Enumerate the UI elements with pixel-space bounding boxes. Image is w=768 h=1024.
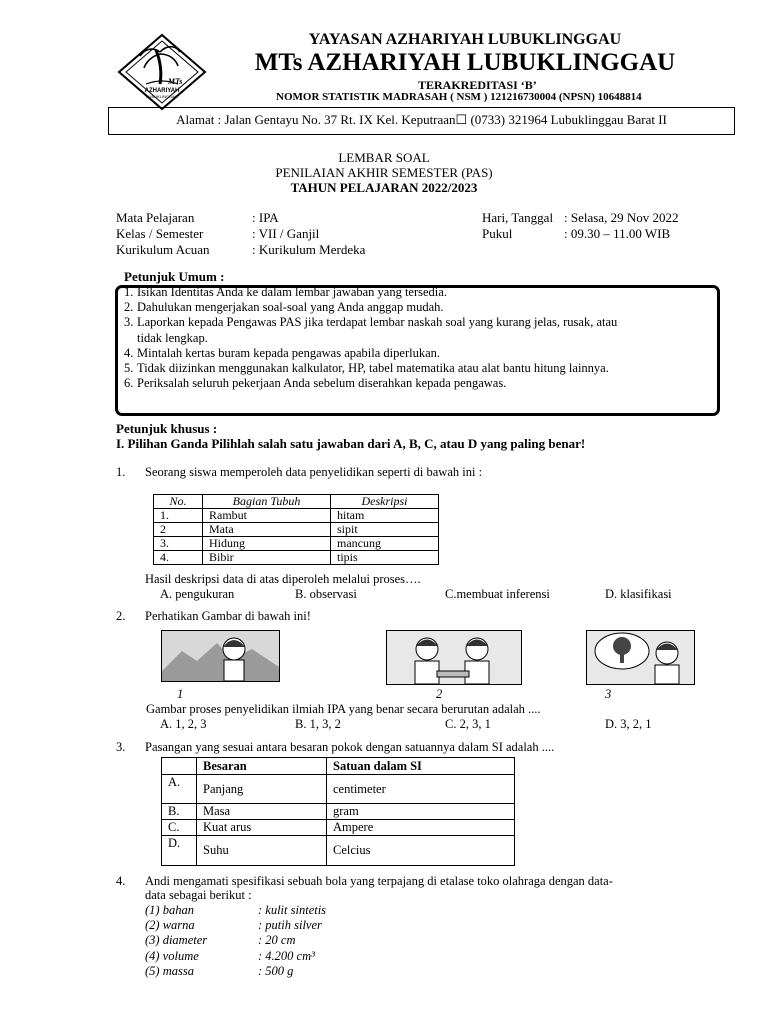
q3-table bbox=[161, 757, 515, 866]
school-name: MTs AZHARIYAH LUBUKLINGGAU bbox=[254, 49, 676, 76]
table-row: 1. Rambut hitam bbox=[154, 509, 439, 523]
table-row: D. Suhu Celcius bbox=[162, 836, 515, 866]
general-item: 5. Tidak diizinkan menggunakan kalkulator, HP, tabel matematika atau alat bantu hitung lainnya. bbox=[124, 361, 609, 376]
q2-picture-2 bbox=[386, 630, 522, 685]
q2-caption-3: 3 bbox=[605, 687, 612, 701]
general-item: 6. Periksalah seluruh pekerjaan Anda sebelum diserahkan kepada pengawas. bbox=[124, 376, 507, 391]
q3-number: 3. bbox=[116, 740, 126, 754]
accreditation: TERAKREDITASI ‘B’ bbox=[418, 78, 537, 92]
q1-option-d: D. klasifikasi bbox=[605, 587, 672, 601]
q3-text: Pasangan yang sesuai antara besaran pokok dengan satuannya dalam SI adalah .... bbox=[145, 740, 555, 754]
q2-picture-3 bbox=[586, 630, 695, 685]
list-item: (4) volume : 4.200 cm³ bbox=[145, 948, 315, 963]
logo-text-mts: MTs bbox=[168, 77, 183, 86]
date-value: : Selasa, 29 Nov 2022 bbox=[564, 210, 679, 225]
q2-caption-1: 1 bbox=[177, 687, 184, 701]
q1-option-a: A. pengukuran bbox=[160, 587, 235, 601]
general-list bbox=[124, 285, 719, 391]
general-item: 1. Isikan Identitas Anda ke dalam lembar jawaban yang tersedia. bbox=[124, 285, 447, 299]
q2-option-a: A. 1, 2, 3 bbox=[160, 717, 207, 731]
list-item: (1) bahan : kulit sintetis bbox=[145, 903, 327, 917]
q1-option-c: C.membuat inferensi bbox=[445, 587, 550, 601]
table-row: 4. Bibir tipis bbox=[154, 551, 439, 565]
q4-text-1: Andi mengamati spesifikasi sebuah bola yang terpajang di etalase toko olahraga dengan data- bbox=[145, 874, 613, 888]
table-header-row: No. Bagian Tubuh Deskripsi bbox=[154, 495, 439, 509]
q2-after: Gambar proses penyelidikan ilmiah IPA yang benar secara berurutan adalah .... bbox=[146, 702, 541, 716]
q1-option-b: B. observasi bbox=[295, 587, 357, 601]
info-left bbox=[116, 210, 365, 258]
table-row: 3. Hidung mancung bbox=[154, 537, 439, 551]
q1-text: Seorang siswa memperoleh data penyelidikan seperti di bawah ini : bbox=[145, 465, 483, 479]
address-text: Alamat : Jalan Gentayu No. 37 Rt. IX Kel. Keputraan☐ (0733) 321964 Lubuklinggau Barat II bbox=[176, 112, 667, 127]
general-heading: Petunjuk Umum : bbox=[124, 269, 225, 284]
q2-text: Perhatikan Gambar di bawah ini! bbox=[145, 609, 311, 623]
q1-after: Hasil deskripsi data di atas diperoleh melalui proses…. bbox=[145, 572, 421, 586]
subject-value: : IPA bbox=[252, 210, 279, 225]
logo-text-azhariyah: AZHARIYAH bbox=[144, 88, 180, 94]
general-item: 4. Mintalah kertas buram kepada pengawas apabila diperlukan. bbox=[124, 345, 441, 360]
class-label: Kelas / Semester bbox=[116, 226, 204, 241]
general-item: tidak lengkap. bbox=[137, 330, 208, 345]
school-logo bbox=[116, 32, 208, 112]
address-box bbox=[108, 107, 735, 135]
date-label: Hari, Tanggal bbox=[482, 210, 554, 225]
general-item: 3. Laporkan kepada Pengawas PAS jika terdapat lembar naskah soal yang kurang jelas, rusak, atau bbox=[124, 315, 618, 330]
list-item: (3) diameter : 20 cm bbox=[145, 933, 296, 948]
curriculum-label: Kurikulum Acuan bbox=[116, 242, 210, 257]
q4-text-2: data sebagai berikut : bbox=[145, 888, 252, 902]
general-item: 2. Dahulukan mengerjakan soal-soal yang Anda anggap mudah. bbox=[124, 300, 444, 315]
table-row: B. Masa gram bbox=[162, 804, 515, 820]
q2-caption-2: 2 bbox=[436, 687, 443, 701]
q4-number: 4. bbox=[116, 874, 126, 888]
time-label: Pukul bbox=[482, 226, 513, 241]
q2-number: 2. bbox=[116, 609, 126, 623]
table-row: A. Panjang centimeter bbox=[162, 775, 515, 804]
time-value: : 09.30 – 11.00 WIB bbox=[564, 226, 671, 241]
foundation-name: YAYASAN AZHARIYAH LUBUKLINGGAU bbox=[308, 31, 622, 48]
exam-title bbox=[0, 150, 768, 195]
title-line-1: LEMBAR SOAL bbox=[338, 150, 430, 165]
table-row: C. Kuat arus Ampere bbox=[162, 820, 515, 836]
list-item: (5) massa : 500 g bbox=[145, 963, 294, 978]
table-header-row: Besaran Satuan dalam SI bbox=[162, 758, 515, 775]
q4-spec-list bbox=[145, 903, 326, 979]
logo-text-lubuklinggau: LUBUKLINGGAU bbox=[146, 94, 178, 99]
title-line-2: PENILAIAN AKHIR SEMESTER (PAS) bbox=[275, 165, 493, 180]
title-line-3: TAHUN PELAJARAN 2022/2023 bbox=[290, 180, 478, 195]
class-value: : VII / Ganjil bbox=[252, 226, 320, 241]
table-row: 2 Mata sipit bbox=[154, 523, 439, 537]
curriculum-value: : Kurikulum Merdeka bbox=[252, 242, 366, 257]
info-right bbox=[482, 210, 678, 242]
q2-option-b: B. 1, 3, 2 bbox=[295, 717, 341, 731]
list-item: (2) warna : putih silver bbox=[145, 918, 322, 933]
q2-option-c: C. 2, 3, 1 bbox=[445, 717, 491, 731]
special-heading: Petunjuk khusus : bbox=[116, 421, 218, 436]
q2-picture-1 bbox=[161, 630, 280, 682]
nsm-line: NOMOR STATISTIK MADRASAH ( NSM ) 121216730004 (NPSN) 10648814 bbox=[276, 91, 642, 103]
q1-table bbox=[153, 494, 439, 565]
special-instruction: I. Pilihan Ganda Pilihlah salah satu jawaban dari A, B, C, atau D yang paling benar! bbox=[116, 436, 586, 451]
subject-label: Mata Pelajaran bbox=[116, 210, 195, 225]
q1-number: 1. bbox=[116, 465, 126, 479]
q2-option-d: D. 3, 2, 1 bbox=[605, 717, 652, 731]
